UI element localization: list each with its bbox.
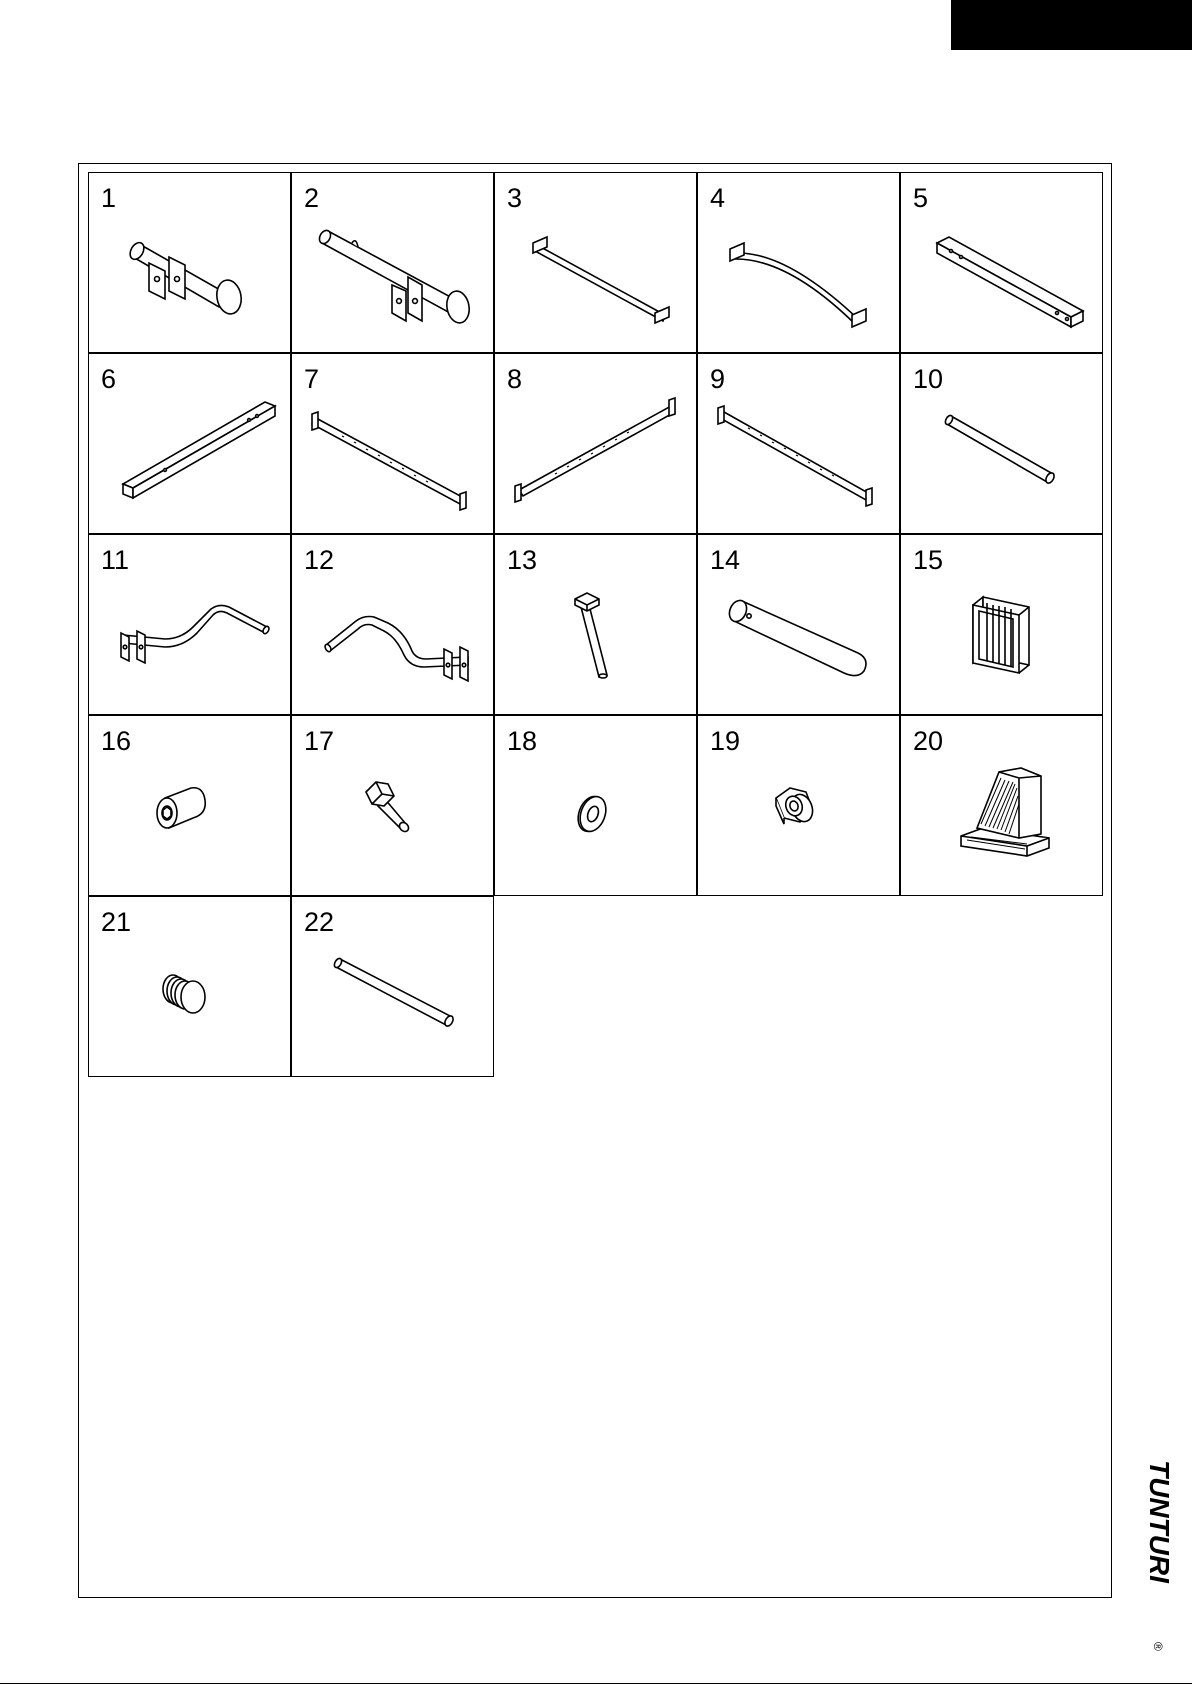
part-cell-15 [900,534,1103,715]
perforated-rail-icon [495,354,695,532]
part-cell-20 [900,715,1103,896]
part-cell-12 [291,534,494,715]
part-cell-22 [291,896,494,1077]
part-cell-13 [494,534,697,715]
part-number: 5 [913,183,929,213]
part-number: 13 [507,545,538,575]
foot-pad-icon [901,716,1101,894]
short-hex-bolt-icon [292,716,492,894]
curved-bar-icon [698,173,898,351]
part-number: 12 [304,545,335,575]
part-number: 4 [710,183,726,213]
part-cell-16 [88,715,291,896]
part-number: 15 [913,545,944,575]
part-number: 11 [101,545,130,575]
perforated-rail-icon [292,354,492,532]
part-cell-9 [697,353,900,534]
bottom-rule [0,1683,1192,1684]
part-number: 10 [913,364,944,394]
part-cell-2 [291,172,494,353]
part-number: 6 [101,364,117,394]
part-number: 1 [101,183,117,213]
round-end-plug-icon [89,897,289,1075]
tunturi-logo-icon [1130,1460,1192,1660]
part-cell-1 [88,172,291,353]
part-cell-18 [494,715,697,896]
part-number: 20 [913,726,944,756]
brand-name: TUNTURI [1144,1460,1175,1583]
part-number: 14 [710,545,741,575]
part-number: 9 [710,364,726,394]
part-cell-8 [494,353,697,534]
part-cell-4 [697,172,900,353]
parts-grid [88,172,1103,1077]
lock-nut-icon [698,716,898,894]
perforated-rail-icon [698,354,898,532]
part-cell-3 [494,172,697,353]
part-cell-19 [697,715,900,896]
hex-bolt-icon [495,535,695,713]
threaded-sleeve-icon [89,716,289,894]
part-cell-6 [88,353,291,534]
part-cell-10 [900,353,1103,534]
square-end-cap-icon [901,535,1101,713]
handle-tube-with-bracket-icon [89,173,289,351]
part-number: 2 [304,183,320,213]
short-round-rod-icon [901,354,1101,532]
part-cell-17 [291,715,494,896]
long-handle-tube-with-bracket-icon [292,173,492,351]
bent-tube-left-icon [89,535,289,713]
part-number: 7 [304,364,320,394]
part-number: 18 [507,726,538,756]
part-cell-11 [88,534,291,715]
part-cell-21 [88,896,291,1077]
part-number: 16 [101,726,132,756]
corner-tab [951,0,1192,50]
thick-round-tube-icon [698,535,898,713]
part-number: 8 [507,364,523,394]
brand-logo [1130,1460,1192,1660]
long-square-tube-icon [89,354,289,532]
part-number: 17 [304,726,335,756]
part-number: 3 [507,183,523,213]
square-tube-beam-icon [901,173,1101,351]
part-number: 21 [101,907,132,937]
part-number: 22 [304,907,335,937]
washer-icon [495,716,695,894]
part-cell-14 [697,534,900,715]
long-round-rod-icon [292,897,492,1075]
registered-mark: ® [1151,1642,1165,1651]
part-number: 19 [710,726,741,756]
bent-tube-right-icon [292,535,492,713]
part-cell-7 [291,353,494,534]
part-cell-5 [900,172,1103,353]
short-flat-bar-icon [495,173,695,351]
